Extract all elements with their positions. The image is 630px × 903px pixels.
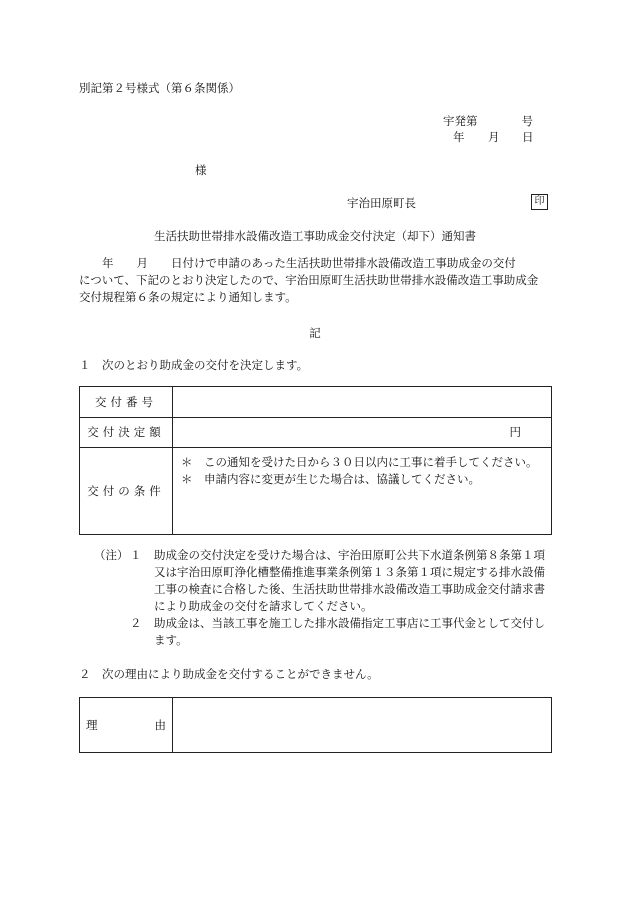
reason-label-right: 由 [154, 717, 166, 732]
grant-table [79, 386, 552, 535]
body-line: 年 月 日付けで申請のあった生活扶助世帯排水設備改造工事助成金の交付 [79, 256, 516, 270]
note-text: 助成金の交付決定を受けた場合は、宇治田原町公共下水道条例第８条第１項又は宇治田原町浄化槽整備推進事業条例第１３条第１項に規定する排水設備工事の検査に合格した後、生活扶助世帯排水設備改造工事助成金交付請求書により助成金の交付を請求してください。 [154, 548, 545, 613]
document-title: 生活扶助世帯排水設備改造工事助成金交付決定（却下）通知書 [154, 229, 476, 243]
grant-number-cell [173, 387, 552, 418]
reason-label-left: 理 [86, 717, 98, 732]
note-text: 助成金は、当該工事を施工した排水設備指定工事店に工事代金として交付します。 [154, 616, 545, 647]
body-paragraph [79, 255, 551, 306]
grant-amount-cell: 円 [173, 418, 552, 448]
note-item [94, 615, 554, 649]
condition-item: ＊ この通知を受けた日から３０日以内に工事に着手してください。 [181, 455, 538, 469]
issue-date-month: 月 [488, 130, 500, 144]
form-label: 別記第２号様式（第６条関係） [79, 81, 240, 95]
body-line: 交付規程第６条の規定により通知します。 [79, 290, 297, 304]
issuer-name: 宇治田原町長 [347, 196, 416, 210]
issue-date-year: 年 [453, 130, 465, 144]
grant-conditions-cell [173, 448, 552, 535]
condition-item: ＊ 申請内容に変更が生じた場合は、協議してください。 [181, 472, 480, 486]
grant-conditions-label: 交付の条件 [80, 448, 173, 535]
issue-number-suffix: 号 [521, 114, 533, 128]
issue-number-prefix: 宇発第 [443, 114, 478, 128]
grant-number-label: 交付番号 [80, 387, 173, 418]
note-number: ２ [130, 616, 142, 630]
section-1-heading: １ 次のとおり助成金の交付を決定します。 [79, 358, 309, 372]
note-number: １ [130, 548, 142, 562]
reason-table [79, 697, 552, 753]
reason-label [80, 698, 173, 753]
section-2-heading: ２ 次の理由により助成金を交付することができません。 [79, 667, 379, 681]
addressee: 様 [195, 163, 207, 177]
seal-box: 印 [531, 194, 548, 210]
reason-cell [173, 698, 552, 753]
notes-block [94, 547, 554, 649]
ki-heading: 記 [309, 326, 321, 340]
body-line: について、下記のとおり決定したので、宇治田原町生活扶助世帯排水設備改造工事助成金 [79, 273, 539, 287]
note-item [94, 547, 554, 615]
issue-date-day: 日 [522, 130, 534, 144]
grant-amount-label: 交付決定額 [80, 418, 173, 448]
notes-tag: （注） [94, 548, 129, 562]
